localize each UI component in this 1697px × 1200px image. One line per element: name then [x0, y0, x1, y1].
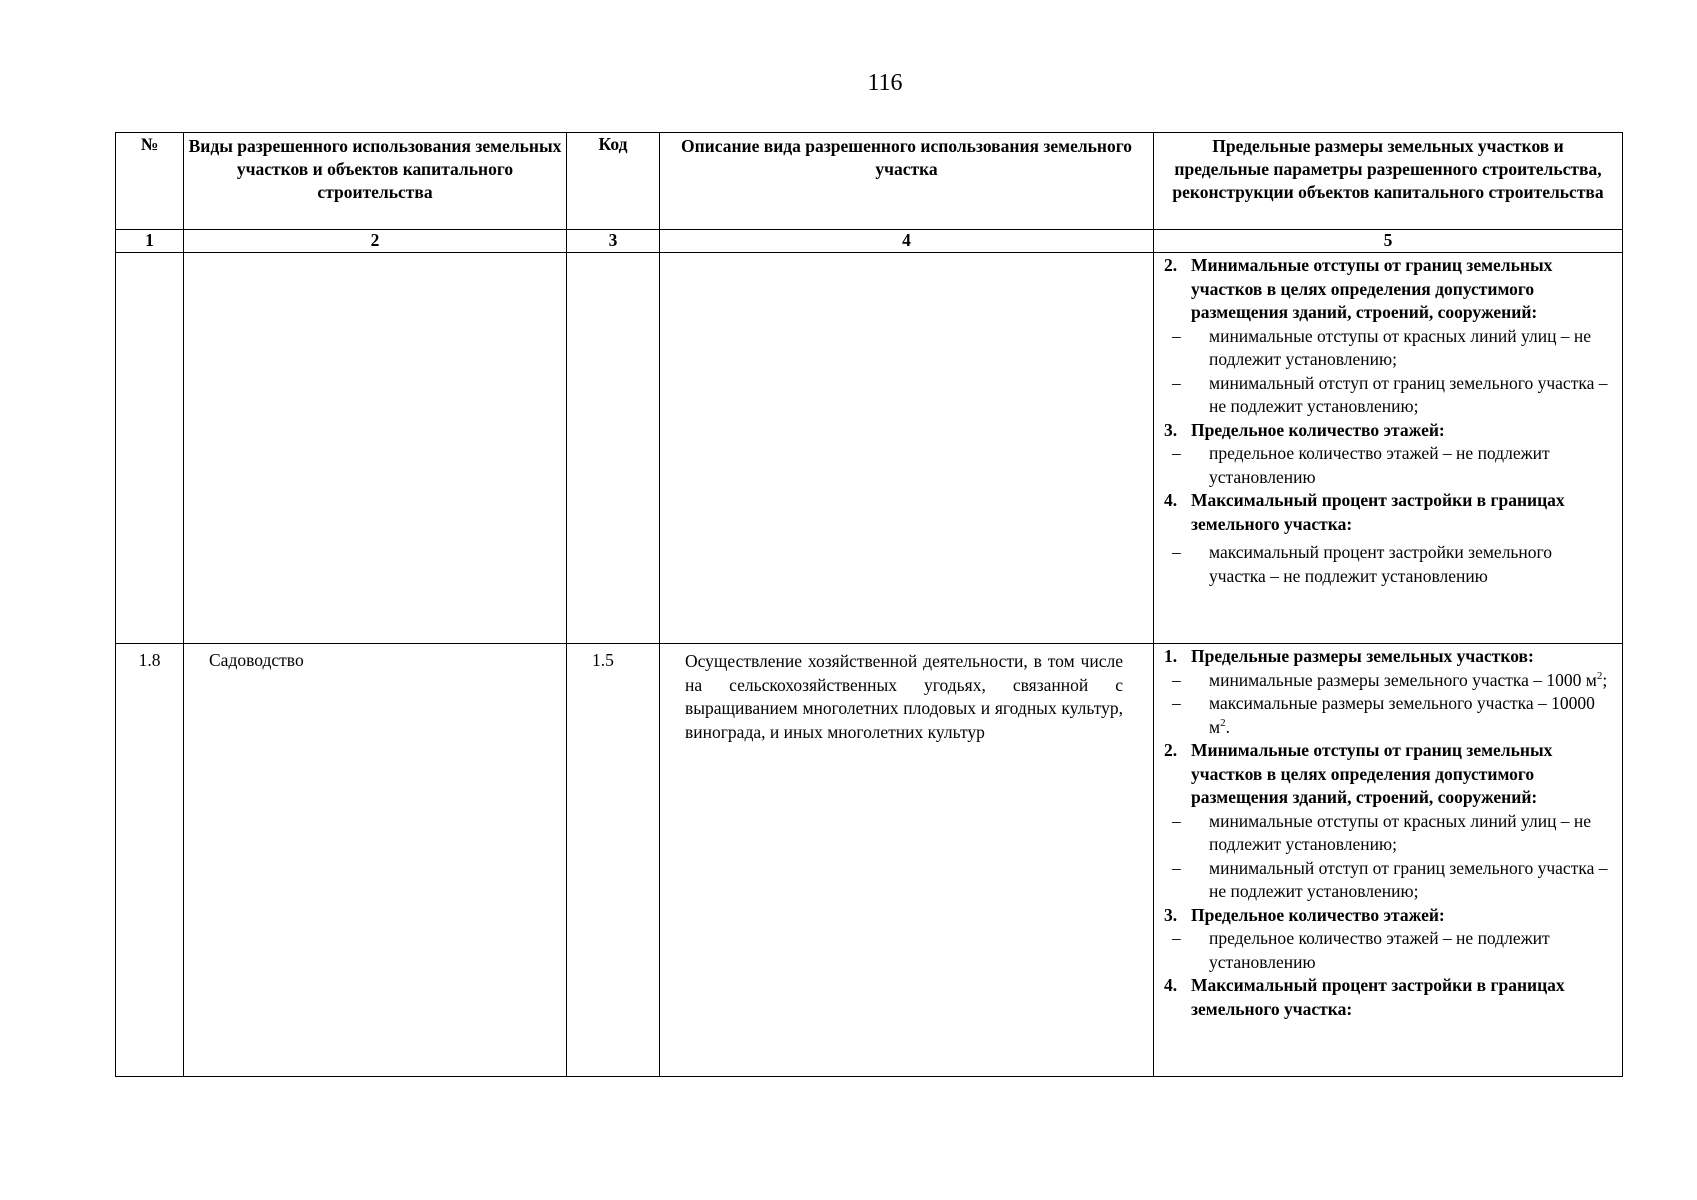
param-item [1164, 927, 1612, 974]
param-item-main: минимальный отступ от границ земельного участка – не подлежит установлению; [1209, 372, 1608, 416]
param-heading-text: Минимальные отступы от границ земельных участков в целях определения допустимого размещения зданий, строений, сооружений: [1191, 740, 1553, 807]
param-heading-text: Максимальный процент застройки в границах земельного участка: [1191, 490, 1565, 534]
punctuation: ; [1602, 669, 1608, 690]
param-item [1164, 325, 1612, 372]
param-item-text [1209, 857, 1612, 904]
params-list [1164, 645, 1612, 1021]
dash-bullet: – [1172, 810, 1181, 831]
param-heading-number: 2. [1164, 740, 1178, 760]
dash-bullet: – [1172, 693, 1181, 713]
param-item [1164, 372, 1612, 419]
header-description: Описание вида разрешенного использования земельного участка [660, 133, 1154, 230]
param-heading-text: Предельные размеры земельных участков: [1191, 646, 1534, 666]
dash-bullet: – [1172, 857, 1181, 878]
param-item [1164, 669, 1612, 693]
row-number [116, 253, 184, 644]
row-number: 1.8 [116, 644, 184, 1077]
param-heading-number: 3. [1164, 904, 1178, 925]
params-list [1164, 254, 1612, 588]
row-description: Осуществление хозяйственной деятельности, в том числе на сельскохозяйственных угодьях, связанной с выращиванием многолетних плодовых и ягодных культур, винограда, и иных многолетних культур [660, 644, 1154, 1077]
dash-bullet: – [1172, 542, 1181, 562]
row-description [660, 253, 1154, 644]
param-item [1164, 810, 1612, 857]
param-item-text [1209, 541, 1612, 588]
param-item-text [1209, 927, 1612, 974]
table-row [116, 253, 1623, 644]
param-heading [1164, 254, 1612, 325]
param-item-text [1209, 810, 1612, 857]
header-kind: Виды разрешенного использования земельных участков и объектов капитального строительства [184, 133, 567, 230]
dash-bullet: – [1172, 372, 1181, 393]
column-number: 3 [567, 230, 660, 253]
param-item-main: минимальные отступы от красных линий улиц – не подлежит установлению; [1209, 325, 1592, 369]
column-number: 1 [116, 230, 184, 253]
param-item-main: максимальный процент застройки земельного участка – не подлежит установлению [1209, 542, 1553, 586]
param-item-text [1209, 669, 1612, 693]
superscript: 2 [1220, 716, 1226, 729]
table-row [116, 644, 1623, 1077]
param-item-main: предельное количество этажей – не подлежит установлению [1209, 928, 1550, 972]
row-params [1154, 644, 1623, 1077]
param-heading-text: Предельное количество этажей: [1191, 419, 1445, 440]
param-heading-number: 4. [1164, 490, 1178, 510]
param-heading-text: Минимальные отступы от границ земельных участков в целях определения допустимого размещения зданий, строений, сооружений: [1191, 255, 1553, 322]
param-heading [1164, 419, 1612, 443]
param-item [1164, 541, 1612, 588]
param-heading [1164, 645, 1612, 669]
param-heading [1164, 739, 1612, 810]
column-numbers-row [116, 230, 1623, 253]
row-kind: Садоводство [184, 644, 567, 1077]
row-code: 1.5 [567, 644, 660, 1077]
param-item-main: минимальный отступ от границ земельного участка – не подлежит установлению; [1209, 857, 1608, 901]
param-heading-text: Предельное количество этажей: [1191, 904, 1445, 925]
table-header-row [116, 133, 1623, 230]
header-params: Предельные размеры земельных участков и предельные параметры разрешенного строительства, реконструкции объектов капитального строительства [1154, 133, 1623, 230]
param-item [1164, 857, 1612, 904]
row-code [567, 253, 660, 644]
row-params [1154, 253, 1623, 644]
param-item-text [1209, 692, 1612, 739]
param-heading-number: 2. [1164, 255, 1178, 275]
dash-bullet: – [1172, 443, 1181, 463]
param-item-text [1209, 372, 1612, 419]
column-number: 5 [1154, 230, 1623, 253]
param-heading [1164, 489, 1612, 536]
param-item-main: максимальные размеры земельного участка – 10000 м [1209, 693, 1595, 737]
param-heading [1164, 904, 1612, 928]
param-heading-text: Максимальный процент застройки в границах земельного участка: [1191, 975, 1565, 1019]
header-code: Код [567, 133, 660, 230]
param-item-main: минимальные отступы от красных линий улиц – не подлежит установлению; [1209, 810, 1592, 854]
regulations-table [115, 132, 1623, 1077]
page-number: 116 [867, 70, 903, 96]
param-item [1164, 442, 1612, 489]
dash-bullet: – [1172, 669, 1181, 690]
column-number: 2 [184, 230, 567, 253]
param-item-text [1209, 442, 1612, 489]
param-heading [1164, 974, 1612, 1021]
param-heading-number: 1. [1164, 646, 1178, 666]
param-item-main: минимальные размеры земельного участка – 1000 м [1209, 669, 1597, 690]
header-num: № [116, 133, 184, 230]
param-heading-number: 3. [1164, 419, 1178, 440]
column-number: 4 [660, 230, 1154, 253]
dash-bullet: – [1172, 325, 1181, 346]
row-kind [184, 253, 567, 644]
dash-bullet: – [1172, 928, 1181, 948]
superscript: 2 [1596, 669, 1603, 682]
param-item-main: предельное количество этажей – не подлежит установлению [1209, 443, 1550, 487]
punctuation: . [1225, 716, 1230, 737]
param-heading-number: 4. [1164, 975, 1178, 995]
param-item-text [1209, 325, 1612, 372]
param-item [1164, 692, 1612, 739]
